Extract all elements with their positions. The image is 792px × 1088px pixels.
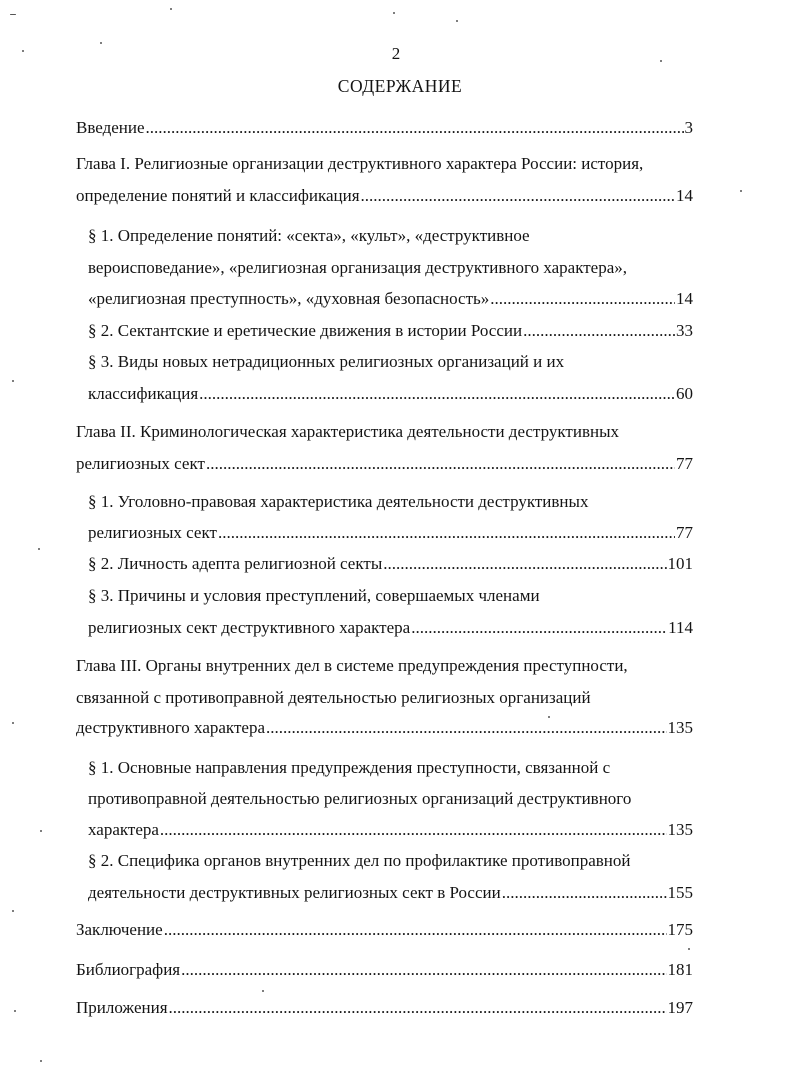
toc-page-number: 197 <box>667 998 693 1017</box>
toc-entry-line <box>88 350 564 374</box>
toc-entry-line <box>88 756 610 780</box>
toc-page-number: 3 <box>684 118 693 137</box>
toc-page-number: 77 <box>676 523 693 542</box>
toc-entry-text: § 2. Личность адепта религиозной секты <box>88 554 383 573</box>
toc-entry-line <box>76 654 628 678</box>
toc-page-number: 135 <box>667 718 693 737</box>
toc-entry-text: связанной с противоправной деятельностью религиозных организаций <box>76 688 591 707</box>
toc-entry-text: Заключение <box>76 920 163 939</box>
scan-speck <box>40 1060 42 1062</box>
dot-leader <box>164 918 667 942</box>
dot-leader <box>160 818 667 842</box>
toc-entry-text: Введение <box>76 118 145 137</box>
toc-entry-text: религиозных сект <box>88 523 217 542</box>
dot-leader <box>502 881 667 905</box>
toc-entry-text: Глава I. Религиозные организации деструктивного характера России: история, <box>76 154 644 173</box>
scan-speck <box>12 380 14 382</box>
toc-entry-text: деструктивного характера <box>76 718 265 737</box>
toc-page-number: 114 <box>668 618 693 637</box>
toc-entry-line-last <box>88 382 693 406</box>
page-title: СОДЕРЖАНИЕ <box>337 76 463 96</box>
toc-entry-text: классификация <box>88 384 199 403</box>
toc-entry-line <box>88 224 530 248</box>
scan-speck <box>456 20 458 22</box>
toc-page-number: 77 <box>676 454 693 473</box>
toc-entry-line-last <box>88 881 693 905</box>
toc-entry-line <box>76 686 591 710</box>
toc-entry-text: Библиография <box>76 960 181 979</box>
dot-leader <box>383 552 666 576</box>
toc-entry-text: религиозных сект деструктивного характера <box>88 618 411 637</box>
toc-entry-text: § 3. Причины и условия преступлений, совершаемых членами <box>88 586 540 605</box>
toc-entry-line-last <box>88 521 693 545</box>
dot-leader <box>169 996 667 1020</box>
scan-speck <box>40 830 42 832</box>
dot-leader <box>523 319 675 343</box>
toc-entry-line <box>88 490 588 514</box>
dot-leader <box>361 184 675 208</box>
toc-entry-text: определение понятий и классификация <box>76 186 360 205</box>
toc-entry-text: § 1. Основные направления предупреждения преступности, связанной с <box>88 758 611 777</box>
toc-entry-line-last <box>76 958 693 982</box>
dot-leader <box>218 521 675 545</box>
toc-entry-line <box>76 152 643 176</box>
scan-speck <box>10 14 16 15</box>
toc-entry-text: религиозных сект <box>76 454 205 473</box>
toc-page-number: 155 <box>667 883 693 902</box>
toc-entry-text: деятельности деструктивных религиозных сект в России <box>88 883 501 902</box>
scan-speck <box>14 1010 16 1012</box>
page-number: 2 <box>391 44 401 63</box>
toc-entry-text: § 2. Специфика органов внутренних дел по профилактике противоправной <box>88 851 631 870</box>
toc-entry-line-last <box>76 996 693 1020</box>
toc-page-number: 101 <box>667 554 693 573</box>
scan-speck <box>22 50 24 52</box>
dot-leader <box>146 116 684 140</box>
scan-speck <box>12 722 14 724</box>
toc-entry-line-last <box>88 818 693 842</box>
dot-leader <box>199 382 675 406</box>
scan-speck <box>100 42 102 44</box>
scan-speck <box>262 990 264 992</box>
toc-entry-line-last <box>88 616 693 640</box>
toc-entry-line-last <box>76 116 693 140</box>
toc-page-number: 181 <box>667 960 693 979</box>
scan-speck <box>688 948 690 950</box>
scan-speck <box>660 60 662 62</box>
toc-page-number: 14 <box>676 289 693 308</box>
toc-page-number: 175 <box>667 920 693 939</box>
toc-page-number: 135 <box>667 820 693 839</box>
toc-entry-line <box>88 256 627 280</box>
toc-entry-line <box>88 849 630 873</box>
scan-speck <box>38 548 40 550</box>
scan-speck <box>12 910 14 912</box>
toc-entry-text: Приложения <box>76 998 168 1017</box>
toc-entry-line-last <box>76 918 693 942</box>
toc-entry-line-last <box>88 319 693 343</box>
toc-entry-line <box>88 584 540 608</box>
toc-entry-text: характера <box>88 820 159 839</box>
toc-entry-text: Глава III. Органы внутренних дел в системе предупреждения преступности, <box>76 656 628 675</box>
toc-entry-line <box>76 420 619 444</box>
dot-leader <box>411 616 667 640</box>
dot-leader <box>181 958 666 982</box>
toc-entry-line <box>88 787 631 811</box>
scan-speck <box>393 12 395 14</box>
toc-entry-text: § 3. Виды новых нетрадиционных религиозных организаций и их <box>88 352 565 371</box>
toc-entry-line-last <box>76 716 693 740</box>
toc-entry-line-last <box>88 552 693 576</box>
dot-leader <box>490 287 675 311</box>
toc-entry-text: вероисповедание», «религиозная организация деструктивного характера», <box>88 258 627 277</box>
toc-entry-text: § 1. Определение понятий: «секта», «культ», «деструктивное <box>88 226 530 245</box>
toc-entry-line-last <box>76 184 693 208</box>
scan-speck <box>170 8 172 10</box>
toc-page-number: 60 <box>676 384 693 403</box>
toc-entry-line-last <box>88 287 693 311</box>
toc-entry-text: § 1. Уголовно-правовая характеристика деятельности деструктивных <box>88 492 589 511</box>
dot-leader <box>206 452 675 476</box>
dot-leader <box>266 716 667 740</box>
scan-speck <box>740 190 742 192</box>
toc-entry-line-last <box>76 452 693 476</box>
toc-entry-text: § 2. Сектантские и еретические движения в истории России <box>88 321 523 340</box>
scan-speck <box>548 716 550 718</box>
toc-entry-text: Глава II. Криминологическая характеристика деятельности деструктивных <box>76 422 619 441</box>
toc-entry-text: «религиозная преступность», «духовная безопасность» <box>88 289 490 308</box>
toc-entry-text: противоправной деятельностью религиозных организаций деструктивного <box>88 789 632 808</box>
toc-page-number: 14 <box>676 186 693 205</box>
toc-page-number: 33 <box>676 321 693 340</box>
